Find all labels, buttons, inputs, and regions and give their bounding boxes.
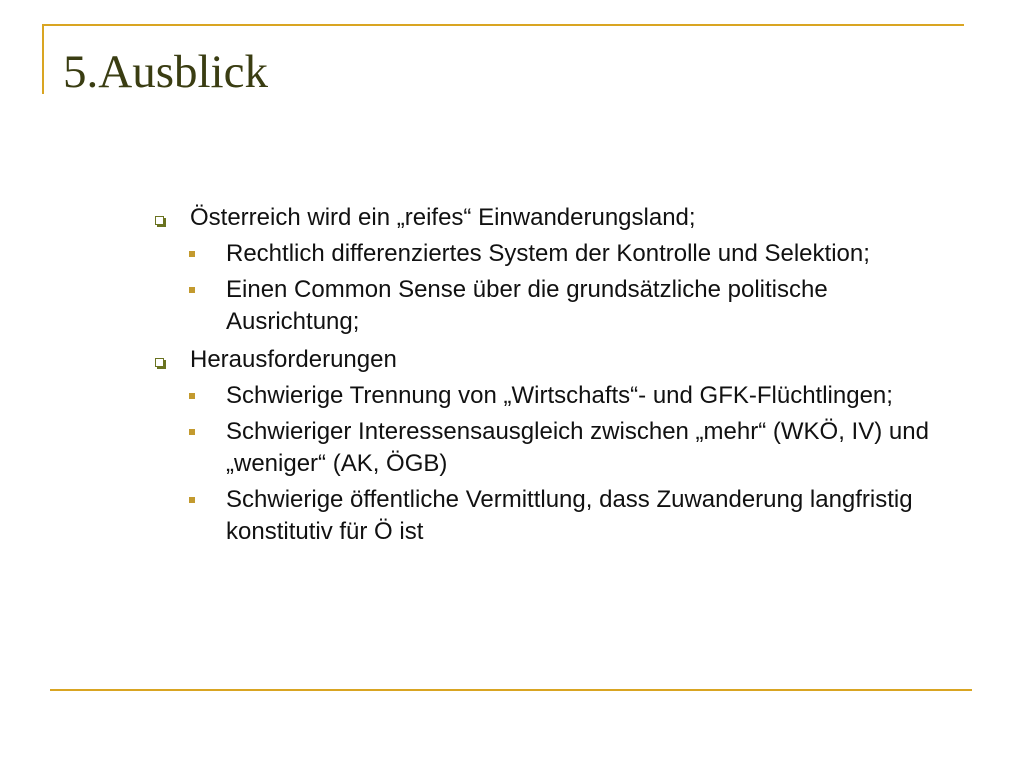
title-frame-left-line xyxy=(42,24,44,94)
square-bullet-icon xyxy=(189,393,195,399)
bullet-text: Herausforderungen xyxy=(190,346,397,373)
footer-line xyxy=(50,689,972,691)
sub-bullet-item xyxy=(188,484,940,548)
sub-bullet-text: Schwierige öffentliche Vermittlung, dass Zuwanderung langfristig konstitutiv für Ö ist xyxy=(226,486,913,545)
sub-bullet-text: Einen Common Sense über die grundsätzliche politische Ausrichtung; xyxy=(226,276,828,335)
sub-bullet-text: Schwierige Trennung von „Wirtschafts“- und GFK-Flüchtlingen; xyxy=(226,382,893,409)
square-bullet-icon xyxy=(189,287,195,293)
sub-bullet-text: Schwieriger Interessensausgleich zwischen „mehr“ (WKÖ, IV) und „weniger“ (AK, ÖGB) xyxy=(226,418,929,477)
sub-bullet-item xyxy=(188,238,940,270)
bullet-list xyxy=(150,196,940,548)
bullet-item xyxy=(150,344,940,376)
bullet-item xyxy=(150,202,940,234)
sub-bullet-text: Rechtlich differenziertes System der Kontrolle und Selektion; xyxy=(226,240,870,267)
square-bullet-icon xyxy=(189,251,195,257)
sub-bullet-item xyxy=(188,416,940,480)
box-bullet-icon xyxy=(155,216,164,225)
square-bullet-icon xyxy=(189,497,195,503)
square-bullet-icon xyxy=(189,429,195,435)
slide-title: 5.Ausblick xyxy=(63,46,268,98)
sub-bullet-item xyxy=(188,380,940,412)
bullet-text: Österreich wird ein „reifes“ Einwanderungsland; xyxy=(190,204,696,231)
title-frame-top-line xyxy=(42,24,964,26)
box-bullet-icon xyxy=(155,358,164,367)
sub-bullet-item xyxy=(188,274,940,338)
